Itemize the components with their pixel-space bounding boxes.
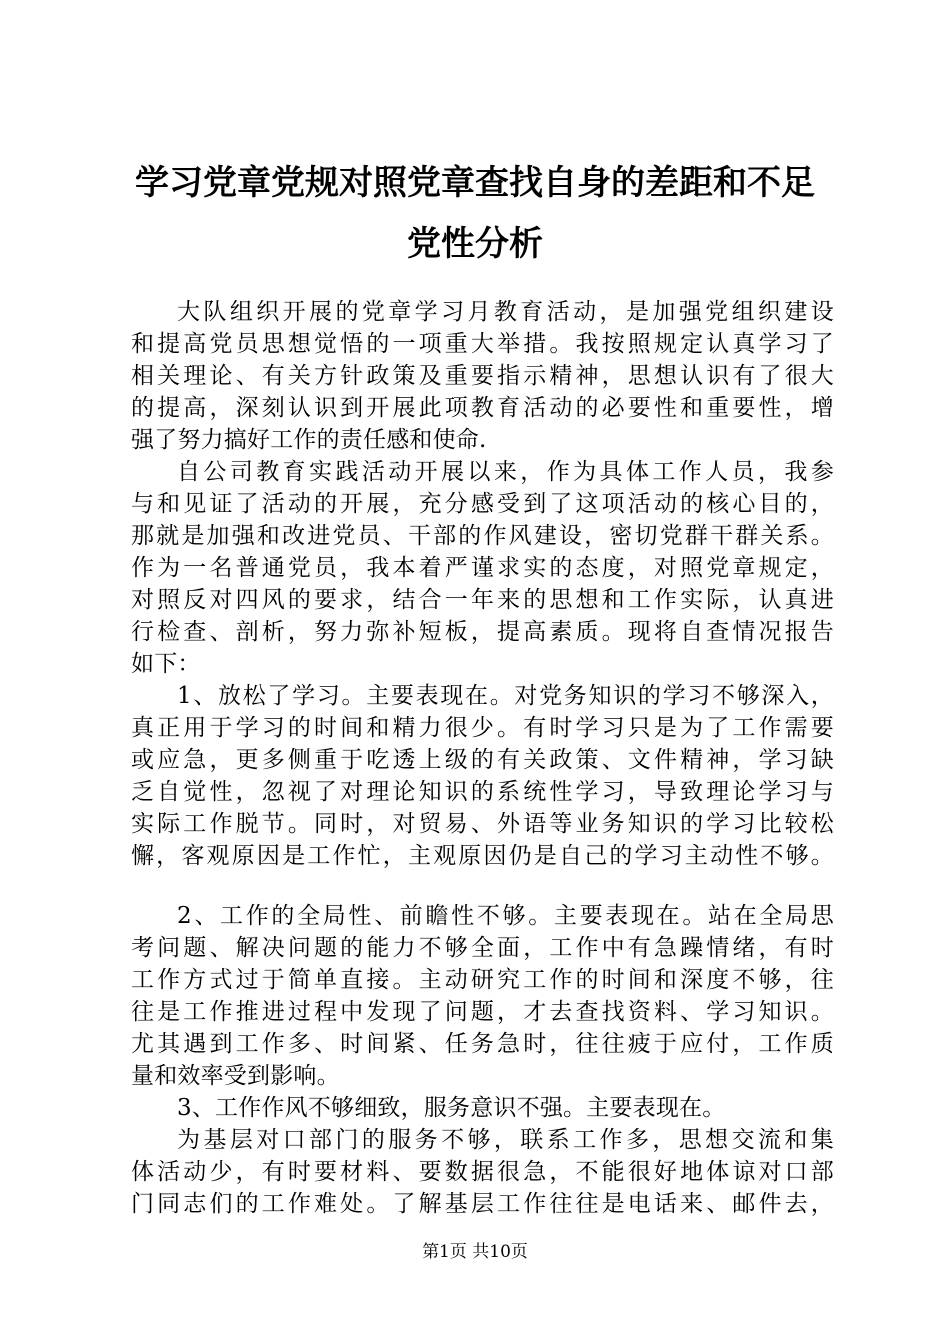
- body-line: 3、工作作风不够细致，服务意识不强。主要表现在。: [177, 1095, 726, 1121]
- body-line: 门同志们的工作难处。了解基层工作往往是电话来、邮件去，: [131, 1191, 834, 1217]
- body-line: 为基层对口部门的服务不够，联系工作多，思想交流和集: [177, 1127, 834, 1153]
- body-line: 与和见证了活动的开展，充分感受到了这项活动的核心目的，: [131, 491, 834, 517]
- body-line: 真正用于学习的时间和精力很少。有时学习只是为了工作需要: [131, 715, 834, 741]
- body-line: 对照反对四风的要求，结合一年来的思想和工作实际，认真进: [131, 587, 834, 613]
- body-line: 强了努力搞好工作的责任感和使命.: [131, 427, 487, 453]
- page-number-footer: 第1页 共10页: [422, 1242, 528, 1262]
- document-title-line-1: 学习党章党规对照党章查找自身的差距和不足: [135, 163, 815, 203]
- body-line: 和提高党员思想觉悟的一项重大举措。我按照规定认真学习了: [131, 331, 834, 357]
- document-title-line-2: 党性分析: [407, 224, 543, 264]
- body-line: 行检查、剖析，努力弥补短板，提高素质。现将自查情况报告: [131, 619, 834, 645]
- body-line: 懈，客观原因是工作忙，主观原因仍是自己的学习主动性不够。: [131, 843, 834, 869]
- body-line: 尤其遇到工作多、时间紧、任务急时，往往疲于应付，工作质: [131, 1031, 834, 1057]
- body-line: 大队组织开展的党章学习月教育活动，是加强党组织建设: [177, 299, 834, 325]
- body-line: 那就是加强和改进党员、干部的作风建设，密切党群干群关系。: [131, 523, 834, 549]
- body-line: 相关理论、有关方针政策及重要指示精神，思想认识有了很大: [131, 363, 834, 389]
- body-line: 往是工作推进过程中发现了问题，才去查找资料、学习知识。: [131, 999, 834, 1025]
- paragraph-gap: [131, 872, 834, 900]
- body-line: 工作方式过于简单直接。主动研究工作的时间和深度不够，往: [131, 967, 834, 993]
- body-line: 乏自觉性，忽视了对理论知识的系统性学习，导致理论学习与: [131, 779, 834, 805]
- body-line: 1、放松了学习。主要表现在。对党务知识的学习不够深入，: [177, 683, 834, 709]
- body-line: 的提高，深刻认识到开展此项教育活动的必要性和重要性，增: [131, 395, 834, 421]
- body-line: 自公司教育实践活动开展以来，作为具体工作人员，我参: [177, 459, 834, 485]
- body-line: 2、工作的全局性、前瞻性不够。主要表现在。站在全局思: [177, 903, 834, 929]
- body-line: 量和效率受到影响。: [131, 1063, 340, 1089]
- body-line: 或应急，更多侧重于吃透上级的有关政策、文件精神，学习缺: [131, 747, 834, 773]
- body-line: 考问题、解决问题的能力不够全面，工作中有急躁情绪，有时: [131, 935, 834, 961]
- body-line: 实际工作脱节。同时，对贸易、外语等业务知识的学习比较松: [131, 811, 834, 837]
- body-line: 作为一名普通党员，我本着严谨求实的态度，对照党章规定，: [131, 555, 834, 581]
- document-body: [131, 296, 834, 1220]
- body-line: 体活动少，有时要材料、要数据很急，不能很好地体谅对口部: [131, 1159, 834, 1185]
- body-line: 如下：: [131, 651, 201, 677]
